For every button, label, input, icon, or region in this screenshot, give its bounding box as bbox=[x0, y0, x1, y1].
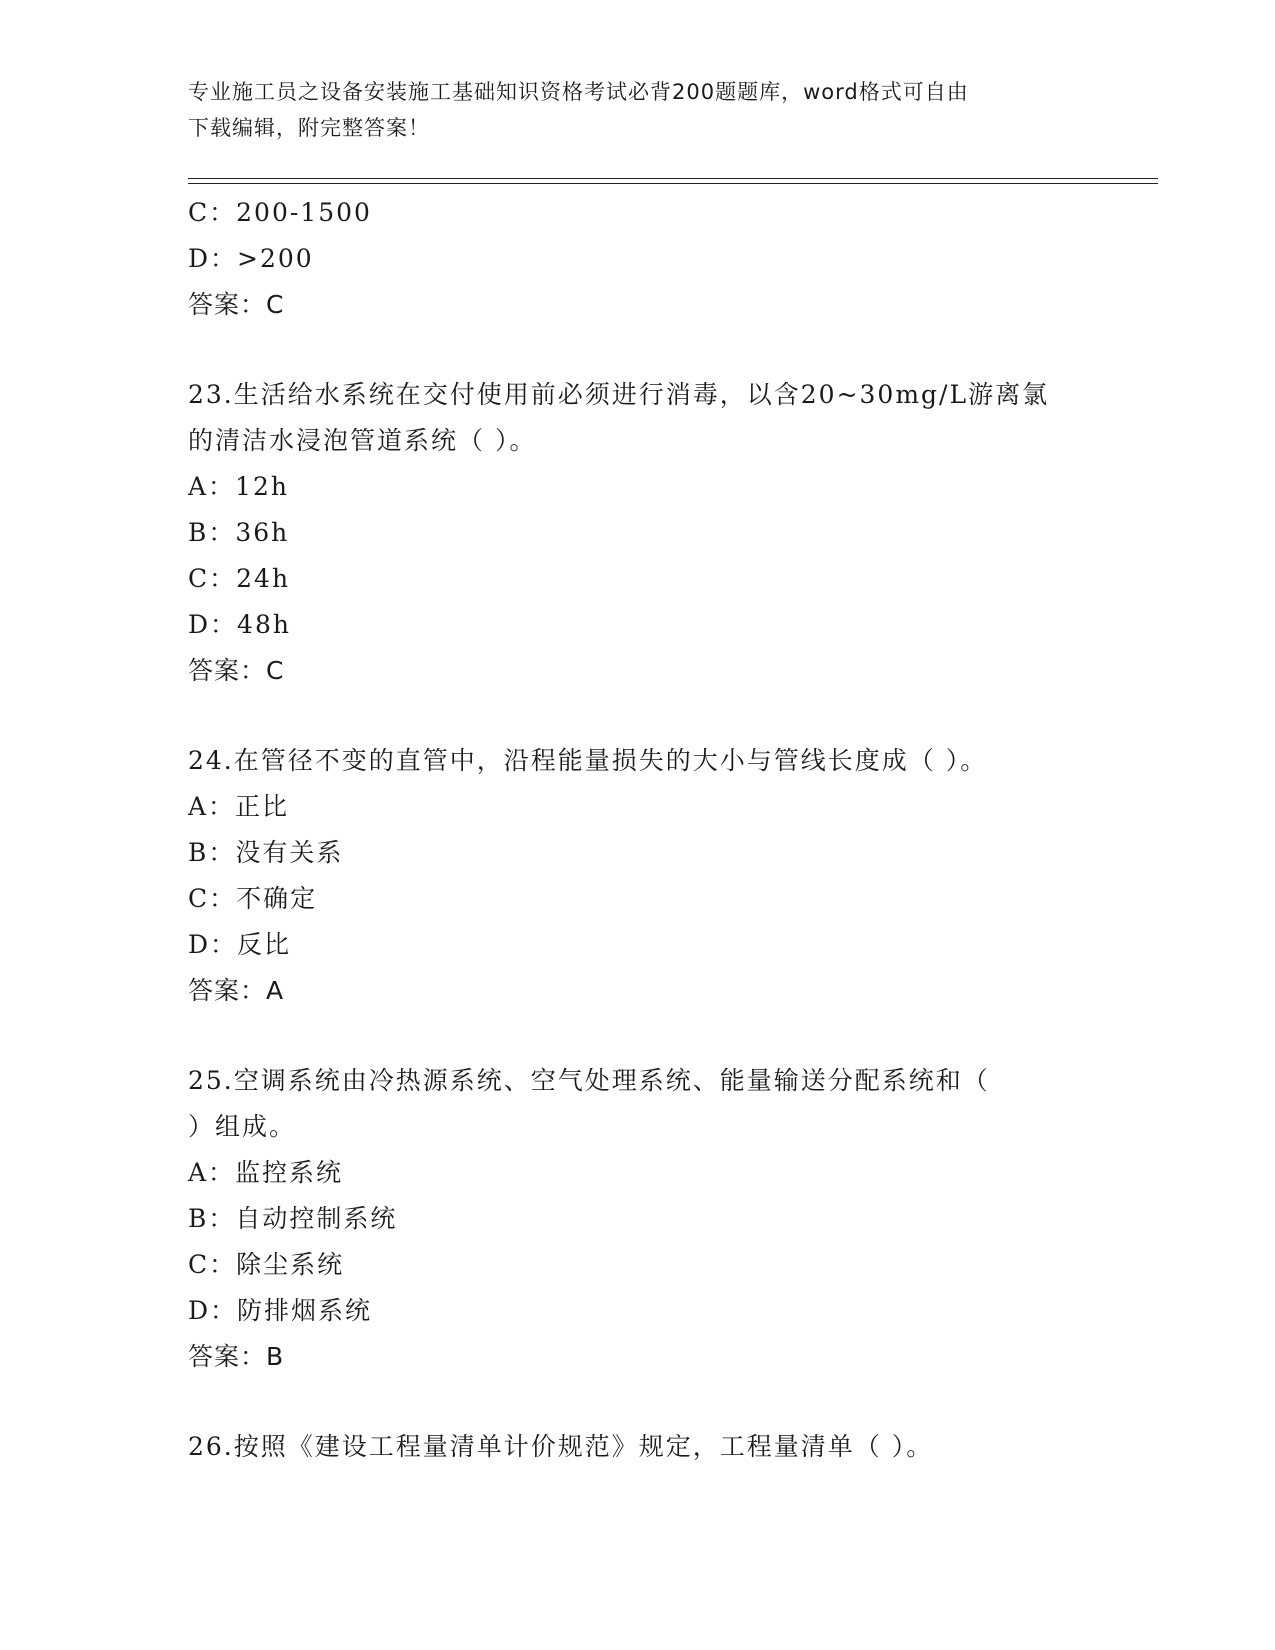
question-25 bbox=[188, 1058, 1088, 1380]
answer: 答案：A bbox=[188, 976, 285, 1005]
option-d: D：>200 bbox=[188, 244, 314, 273]
question-stem: 24.在管径不变的直管中，沿程能量损失的大小与管线长度成（ ）。 bbox=[188, 746, 988, 775]
option-c: C：200-1500 bbox=[188, 198, 372, 227]
question-stem: 26.按照《建设工程量清单计价规范》规定，工程量清单（ ）。 bbox=[188, 1432, 934, 1461]
document-header bbox=[188, 74, 1088, 146]
question-24 bbox=[188, 738, 1088, 1014]
question-stem: 25.空调系统由冷热源系统、空气处理系统、能量输送分配系统和（ bbox=[188, 1066, 990, 1095]
question-23 bbox=[188, 372, 1088, 694]
question-stem: ）组成。 bbox=[188, 1112, 297, 1141]
option-c: C：除尘系统 bbox=[188, 1250, 345, 1279]
option-b: B：36h bbox=[188, 518, 290, 547]
question-26 bbox=[188, 1424, 1088, 1470]
question-stem: 的清洁水浸泡管道系统（ ）。 bbox=[188, 426, 537, 455]
option-c: C：不确定 bbox=[188, 884, 318, 913]
question-list bbox=[188, 190, 1088, 1470]
header-divider-bottom bbox=[188, 183, 1158, 184]
spacer bbox=[188, 1380, 1088, 1424]
answer: 答案：C bbox=[188, 290, 285, 319]
option-d: D：48h bbox=[188, 610, 291, 639]
spacer bbox=[188, 694, 1088, 738]
header-divider-top bbox=[188, 178, 1158, 179]
question-22-tail bbox=[188, 190, 1088, 328]
option-d: D：防排烟系统 bbox=[188, 1296, 373, 1325]
spacer bbox=[188, 1014, 1088, 1058]
option-a: A：正比 bbox=[188, 792, 290, 821]
option-b: B：没有关系 bbox=[188, 838, 344, 867]
answer: 答案：B bbox=[188, 1342, 285, 1371]
answer: 答案：C bbox=[188, 656, 285, 685]
spacer bbox=[188, 328, 1088, 372]
header-title-line-2: 下载编辑，附完整答案！ bbox=[188, 116, 430, 140]
option-a: A：12h bbox=[188, 472, 289, 501]
option-c: C：24h bbox=[188, 564, 291, 593]
header-title-line-1: 专业施工员之设备安装施工基础知识资格考试必背200题题库，word格式可自由 bbox=[188, 80, 969, 104]
option-a: A：监控系统 bbox=[188, 1158, 344, 1187]
option-b: B：自动控制系统 bbox=[188, 1204, 398, 1233]
option-d: D：反比 bbox=[188, 930, 292, 959]
question-stem: 23.生活给水系统在交付使用前必须进行消毒，以含20~30mg/L游离氯 bbox=[188, 380, 1050, 409]
